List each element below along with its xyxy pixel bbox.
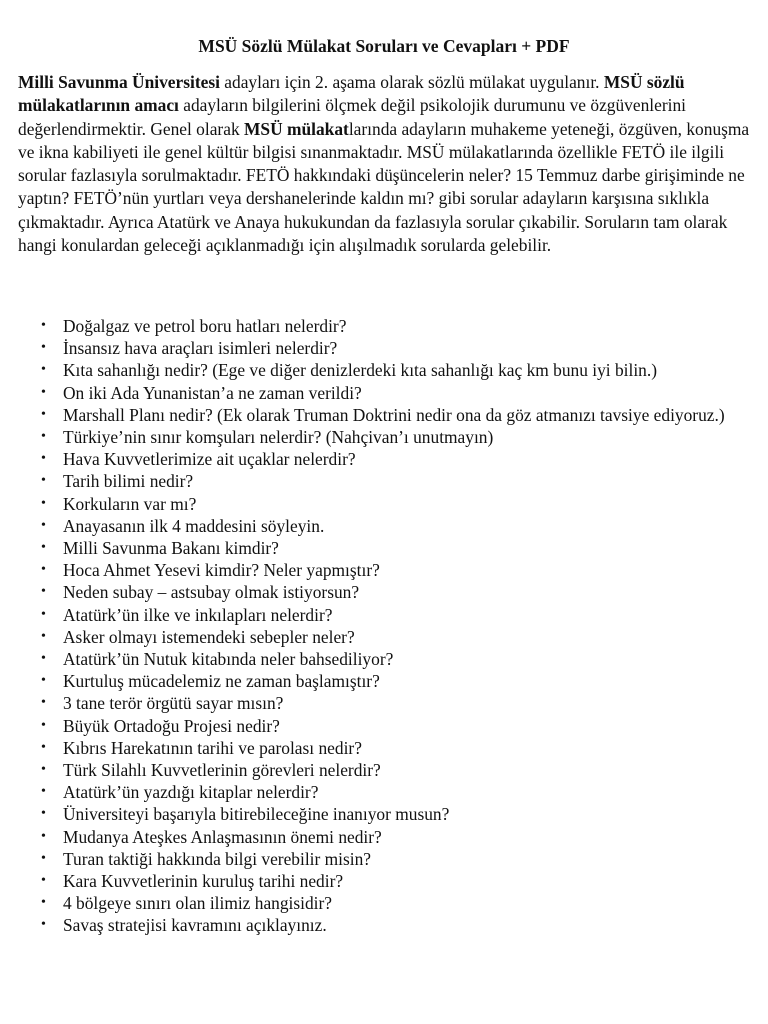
intro-text: larında adayların muhakeme yeteneği, özgüven, konuşma ve ikna kabiliyeti ile genel kültür bilgisi sınanmaktadır. MSÜ mülakatlarında özellikle FETÖ ile ilgili sorular fazlasıyla sorulmaktadır. FETÖ hakkındaki düşüncelerin neler? 15 Temmuz darbe girişiminde ne yaptın? FETÖ’nün yurtları veya dershanelerinde kaldın mı? gibi sorular adayların karşısına sıklıkla çıkmaktadır. Ayrıca Atatürk ve Anaya hukukundan da fazlasıyla sorular çıkabilir. Soruların tam olarak hangi konulardan geleceği açıklanmadığı için alışılmadık sorularda gelebilir.: [18, 118, 750, 256]
question-item: • Kıbrıs Harekatının tarihi ve parolası nedir?: [41, 737, 746, 759]
question-item: • Asker olmayı istemendeki sebepler neler?: [41, 626, 746, 648]
question-item: • Türkiye’nin sınır komşuları nelerdir? (Nahçivan’ı unutmayın): [41, 426, 746, 448]
intro-bold-text: Milli Savunma Üniversitesi: [18, 72, 220, 92]
question-item: • 4 bölgeye sınırı olan ilimiz hangisidir?: [41, 892, 746, 914]
question-list: [41, 315, 746, 937]
question-item: • 3 tane terör örgütü sayar mısın?: [41, 692, 746, 714]
intro-text: adayları için 2. aşama olarak sözlü mülakat uygulanır.: [219, 72, 604, 92]
question-item: • Hoca Ahmet Yesevi kimdir? Neler yapmıştır?: [41, 559, 746, 581]
question-item: • Büyük Ortadoğu Projesi nedir?: [41, 715, 746, 737]
question-item: • Tarih bilimi nedir?: [41, 470, 746, 492]
intro-bold-text: MSÜ sözlü mülakatlarının amacı: [18, 72, 685, 116]
question-item: • Hava Kuvvetlerimize ait uçaklar nelerdir?: [41, 448, 746, 470]
intro-bold-text: MSÜ mülakat: [243, 118, 349, 139]
question-item: • Doğalgaz ve petrol boru hatları nelerdir?: [41, 315, 746, 337]
question-item: • Savaş stratejisi kavramını açıklayınız.: [41, 914, 746, 936]
intro-text: adayların bilgilerini ölçmek değil psikolojik durumunu ve özgüvenlerini değerlendirmektir. Genel olarak: [18, 95, 686, 139]
question-item: • İnsansız hava araçları isimleri nelerdir?: [41, 337, 746, 359]
intro-paragraph: [18, 71, 753, 257]
question-item: • Korkuların var mı?: [41, 493, 746, 515]
question-item: • Atatürk’ün yazdığı kitaplar nelerdir?: [41, 781, 746, 803]
question-item: • Kara Kuvvetlerinin kuruluş tarihi nedir?: [41, 870, 746, 892]
question-item: • On iki Ada Yunanistan’a ne zaman verildi?: [41, 382, 746, 404]
question-item: • Mudanya Ateşkes Anlaşmasının önemi nedir?: [41, 826, 746, 848]
question-item: • Üniversiteyi başarıyla bitirebileceğine inanıyor musun?: [41, 803, 746, 825]
page-title: MSÜ Sözlü Mülakat Soruları ve Cevapları + PDF: [198, 36, 570, 56]
question-item: • Atatürk’ün ilke ve inkılapları nelerdir?: [41, 604, 746, 626]
question-item: • Kıta sahanlığı nedir? (Ege ve diğer denizlerdeki kıta sahanlığı kaç km bunu iyi bilin.): [41, 359, 746, 381]
question-item: • Turan taktiği hakkında bilgi verebilir misin?: [41, 848, 746, 870]
question-item: • Atatürk’ün Nutuk kitabında neler bahsediliyor?: [41, 648, 746, 670]
question-item: • Milli Savunma Bakanı kimdir?: [41, 537, 746, 559]
question-item: • Marshall Planı nedir? (Ek olarak Truman Doktrini nedir ona da göz atmanızı tavsiye ediyoruz.): [41, 404, 746, 426]
question-item: • Türk Silahlı Kuvvetlerinin görevleri nelerdir?: [41, 759, 746, 781]
question-item: • Neden subay – astsubay olmak istiyorsun?: [41, 581, 746, 603]
question-item: • Kurtuluş mücadelemiz ne zaman başlamıştır?: [41, 670, 746, 692]
question-item: • Anayasanın ilk 4 maddesini söyleyin.: [41, 515, 746, 537]
